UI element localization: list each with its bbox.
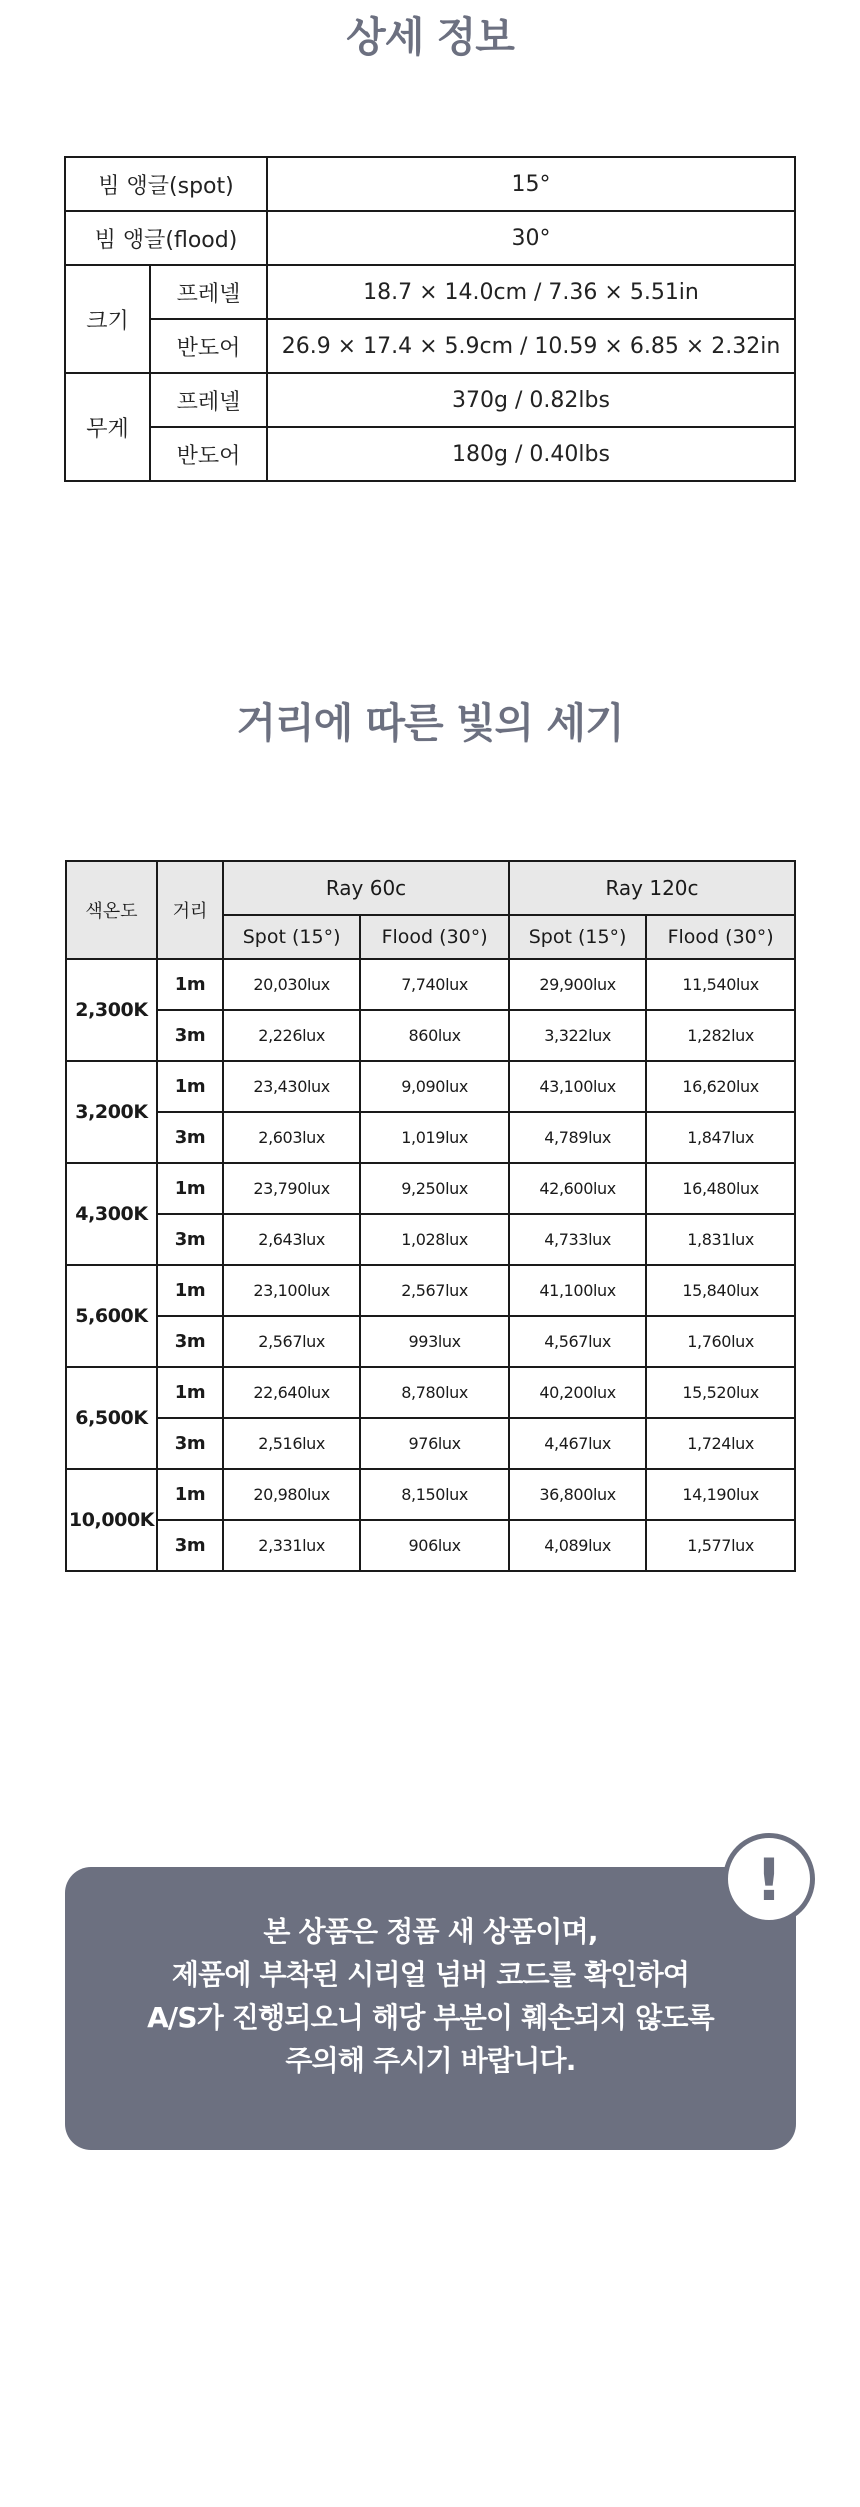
table-row [65,319,795,373]
lux-cell: 41,100lux [509,1265,646,1316]
distance-cell: 1m [157,1469,223,1520]
header-flood: Flood (30°) [646,915,795,959]
lux-cell: 3,322lux [509,1010,646,1061]
lux-cell: 7,740lux [360,959,509,1010]
lux-cell: 8,780lux [360,1367,509,1418]
table-row [66,1010,795,1061]
color-temp-cell: 10,000K [66,1469,157,1571]
lux-cell: 4,789lux [509,1112,646,1163]
lux-cell: 15,520lux [646,1367,795,1418]
lux-cell: 9,090lux [360,1061,509,1112]
spec-sublabel-weight-reflector: 반도어 [150,427,267,481]
notice-text [65,1910,796,2082]
table-row [65,211,795,265]
table-row [66,1469,795,1520]
spec-value-weight-fresnel: 370g / 0.82lbs [267,373,795,427]
distance-cell: 1m [157,1367,223,1418]
distance-cell: 3m [157,1316,223,1367]
distance-cell: 3m [157,1214,223,1265]
lux-cell: 1,028lux [360,1214,509,1265]
header-flood: Flood (30°) [360,915,509,959]
table-header-row [66,861,795,915]
table-row [65,265,795,319]
header-model-ray-60c: Ray 60c [223,861,509,915]
lux-cell: 23,790lux [223,1163,360,1214]
spec-label-size: 크기 [65,265,150,373]
lux-cell: 4,733lux [509,1214,646,1265]
lux-cell: 1,847lux [646,1112,795,1163]
lux-cell: 1,831lux [646,1214,795,1265]
spec-value-size-reflector: 26.9 × 17.4 × 5.9cm / 10.59 × 6.85 × 2.32in [267,319,795,373]
notice-line: A/S가 진행되오니 해당 부분이 훼손되지 않도록 [147,2001,714,2034]
exclamation-glyph: ! [755,1846,783,1914]
table-row [66,1367,795,1418]
color-temp-cell: 6,500K [66,1367,157,1469]
spec-value-weight-reflector: 180g / 0.40lbs [267,427,795,481]
lux-cell: 1,019lux [360,1112,509,1163]
intensity-section-title: 거리에 따른 빛의 세기 [236,699,624,747]
lux-cell: 2,516lux [223,1418,360,1469]
table-row [66,959,795,1010]
lux-cell: 4,089lux [509,1520,646,1571]
lux-cell: 2,226lux [223,1010,360,1061]
distance-cell: 3m [157,1520,223,1571]
lux-cell: 42,600lux [509,1163,646,1214]
table-row [66,1265,795,1316]
spec-sublabel-size-fresnel: 프레넬 [150,265,267,319]
table-row [66,1418,795,1469]
spec-sublabel-weight-fresnel: 프레넬 [150,373,267,427]
notice-line: 제품에 부착된 시리얼 넘버 코드를 확인하여 [171,1958,690,1991]
spec-label-weight: 무게 [65,373,150,481]
spec-label-beam-spot: 빔 앵글(spot) [65,157,267,211]
lux-cell: 16,620lux [646,1061,795,1112]
distance-cell: 1m [157,1163,223,1214]
spec-sublabel-size-reflector: 반도어 [150,319,267,373]
notice-box [65,1867,796,2150]
table-row [66,1061,795,1112]
header-color-temp: 색온도 [66,861,157,959]
distance-cell: 3m [157,1418,223,1469]
lux-cell: 2,567lux [360,1265,509,1316]
table-row [66,1112,795,1163]
lux-cell: 1,760lux [646,1316,795,1367]
color-temp-cell: 3,200K [66,1061,157,1163]
table-row [66,1163,795,1214]
lux-cell: 1,724lux [646,1418,795,1469]
table-row [66,1316,795,1367]
distance-cell: 1m [157,1265,223,1316]
lux-cell: 20,030lux [223,959,360,1010]
distance-cell: 1m [157,1061,223,1112]
color-temp-cell: 4,300K [66,1163,157,1265]
color-temp-cell: 2,300K [66,959,157,1061]
table-row [65,157,795,211]
header-model-ray-120c: Ray 120c [509,861,795,915]
lux-table [65,860,796,1572]
lux-cell: 993lux [360,1316,509,1367]
lux-cell: 36,800lux [509,1469,646,1520]
lux-cell: 22,640lux [223,1367,360,1418]
table-row [65,373,795,427]
lux-cell: 43,100lux [509,1061,646,1112]
header-spot: Spot (15°) [509,915,646,959]
lux-cell: 1,282lux [646,1010,795,1061]
lux-cell: 16,480lux [646,1163,795,1214]
lux-cell: 11,540lux [646,959,795,1010]
spec-value-beam-spot: 15° [267,157,795,211]
lux-cell: 23,430lux [223,1061,360,1112]
detail-section-title: 상세 정보 [346,13,514,61]
notice-line: 본 상품은 정품 새 상품이며, [263,1915,598,1948]
lux-cell: 23,100lux [223,1265,360,1316]
lux-cell: 14,190lux [646,1469,795,1520]
lux-cell: 2,567lux [223,1316,360,1367]
color-temp-cell: 5,600K [66,1265,157,1367]
lux-cell: 20,980lux [223,1469,360,1520]
exclamation-icon [723,1833,815,1925]
lux-cell: 860lux [360,1010,509,1061]
header-spot: Spot (15°) [223,915,360,959]
lux-cell: 4,567lux [509,1316,646,1367]
table-row [65,427,795,481]
lux-cell: 1,577lux [646,1520,795,1571]
lux-cell: 906lux [360,1520,509,1571]
header-distance: 거리 [157,861,223,959]
distance-cell: 3m [157,1010,223,1061]
lux-cell: 29,900lux [509,959,646,1010]
table-row [66,1520,795,1571]
spec-value-size-fresnel: 18.7 × 14.0cm / 7.36 × 5.51in [267,265,795,319]
distance-cell: 3m [157,1112,223,1163]
distance-cell: 1m [157,959,223,1010]
lux-cell: 8,150lux [360,1469,509,1520]
lux-cell: 2,643lux [223,1214,360,1265]
table-row [66,1214,795,1265]
spec-table [64,156,796,482]
lux-cell: 40,200lux [509,1367,646,1418]
spec-value-beam-flood: 30° [267,211,795,265]
lux-cell: 2,331lux [223,1520,360,1571]
lux-cell: 976lux [360,1418,509,1469]
lux-cell: 4,467lux [509,1418,646,1469]
lux-cell: 9,250lux [360,1163,509,1214]
notice-line: 주의해 주시기 바랍니다. [285,2044,576,2077]
spec-label-beam-flood: 빔 앵글(flood) [65,211,267,265]
lux-cell: 2,603lux [223,1112,360,1163]
lux-cell: 15,840lux [646,1265,795,1316]
